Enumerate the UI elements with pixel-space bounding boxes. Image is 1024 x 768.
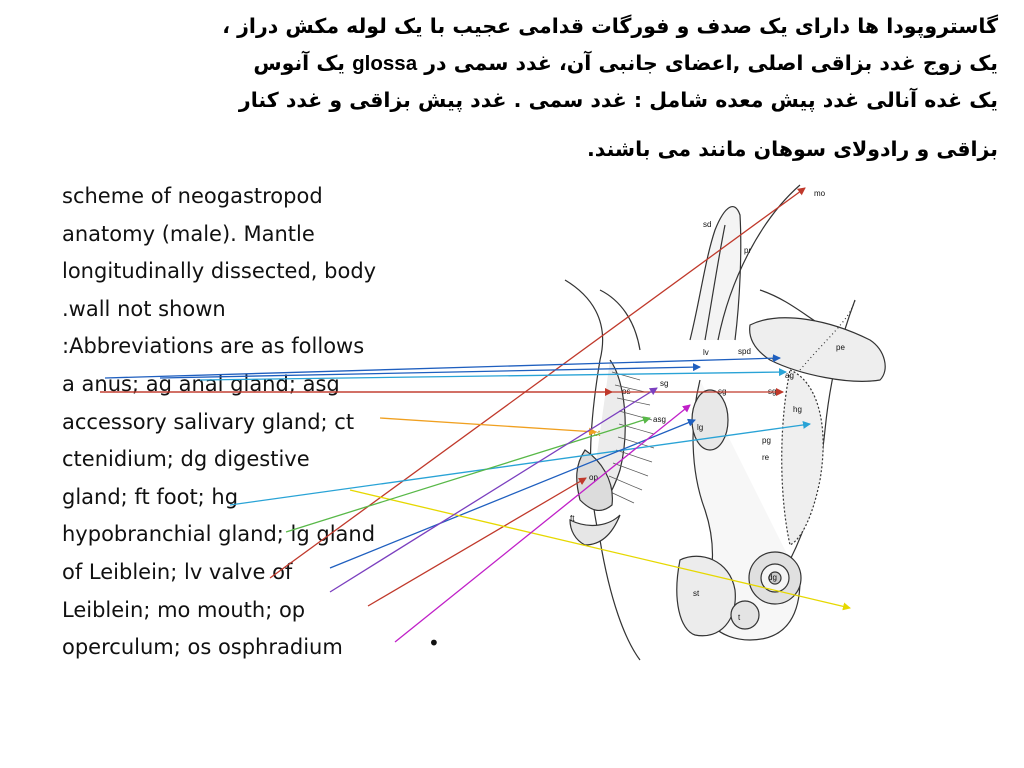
- caption-line: a anus; ag anal gland; asg: [62, 371, 340, 396]
- label-ct: ct: [594, 429, 601, 438]
- label-sg-1: sg: [660, 379, 669, 388]
- caption-line: .wall not shown: [62, 296, 226, 321]
- label-a: a: [772, 353, 777, 362]
- persian-line-3: یک غده آنالی غدد پیش معده شامل : غدد سمی . غدد پیش بزاقی و غدد کنار: [238, 88, 998, 112]
- gastropod-drawing: [565, 185, 885, 660]
- label-sd: sd: [703, 220, 712, 229]
- caption-line: :Abbreviations are as follows: [62, 334, 365, 359]
- label-mo: mo: [814, 189, 826, 198]
- label-dg: dg: [768, 573, 777, 582]
- label-spd: spd: [738, 347, 751, 356]
- caption-line: ctenidium; dg digestive: [62, 447, 310, 472]
- caption-line: operculum; os osphradium: [62, 635, 343, 660]
- label-lv: lv: [703, 348, 709, 357]
- label-st: st: [693, 589, 700, 598]
- testis-shape: [731, 601, 759, 629]
- proboscis: [690, 207, 741, 340]
- label-pr: pr: [744, 246, 752, 255]
- persian-line-2b: یک آنوس: [253, 51, 346, 75]
- caption-line: of Leiblein; lv valve of: [62, 559, 293, 584]
- caption-line: longitudinally dissected, body: [62, 259, 377, 284]
- label-pg: pg: [762, 436, 771, 445]
- label-hg: hg: [793, 405, 802, 414]
- label-lg: lg: [697, 423, 704, 432]
- caption-line: accessory salivary gland; ct: [62, 409, 355, 434]
- arrow-op: [368, 478, 586, 606]
- label-sg-2: sg: [718, 387, 727, 396]
- label-ft: ft: [570, 514, 575, 523]
- foot-shape: [570, 515, 620, 545]
- label-asg: asg: [653, 415, 666, 424]
- label-ag: ag: [785, 371, 794, 380]
- caption-line: Leiblein; mo mouth; op: [62, 597, 306, 622]
- bullet-point: •: [428, 631, 440, 655]
- caption-line: anatomy (male). Mantle: [62, 221, 315, 246]
- caption-line: scheme of neogastropod: [62, 184, 323, 208]
- persian-line-2a: یک زوج غدد بزاقی اصلی ,اعضای جانبی آن، غدد سمی در: [424, 51, 998, 75]
- label-re: re: [762, 453, 770, 462]
- persian-line-1: گاستروپودا ها دارای یک صدف و فورگات قدامی عجیب با یک لوله مکش دراز ،: [222, 14, 998, 38]
- label-os: os: [622, 387, 631, 396]
- persian-line-4: بزاقی و رادولای سوهان مانند می باشند.: [586, 137, 998, 161]
- caption-line: hypobranchial gland; lg gland: [62, 522, 376, 547]
- label-sg-3: sg: [768, 387, 777, 396]
- arrow-ct: [380, 418, 596, 432]
- glossa-term: glossa: [352, 52, 418, 75]
- gland-of-leiblein: [692, 390, 728, 450]
- hypobranchial-gland: [782, 370, 823, 545]
- label-pe: pe: [836, 343, 845, 352]
- label-op: op: [589, 473, 598, 482]
- label-t: t: [738, 613, 741, 622]
- upper-fold-left: [600, 290, 640, 350]
- caption-line: gland; ft foot; hg: [62, 484, 239, 509]
